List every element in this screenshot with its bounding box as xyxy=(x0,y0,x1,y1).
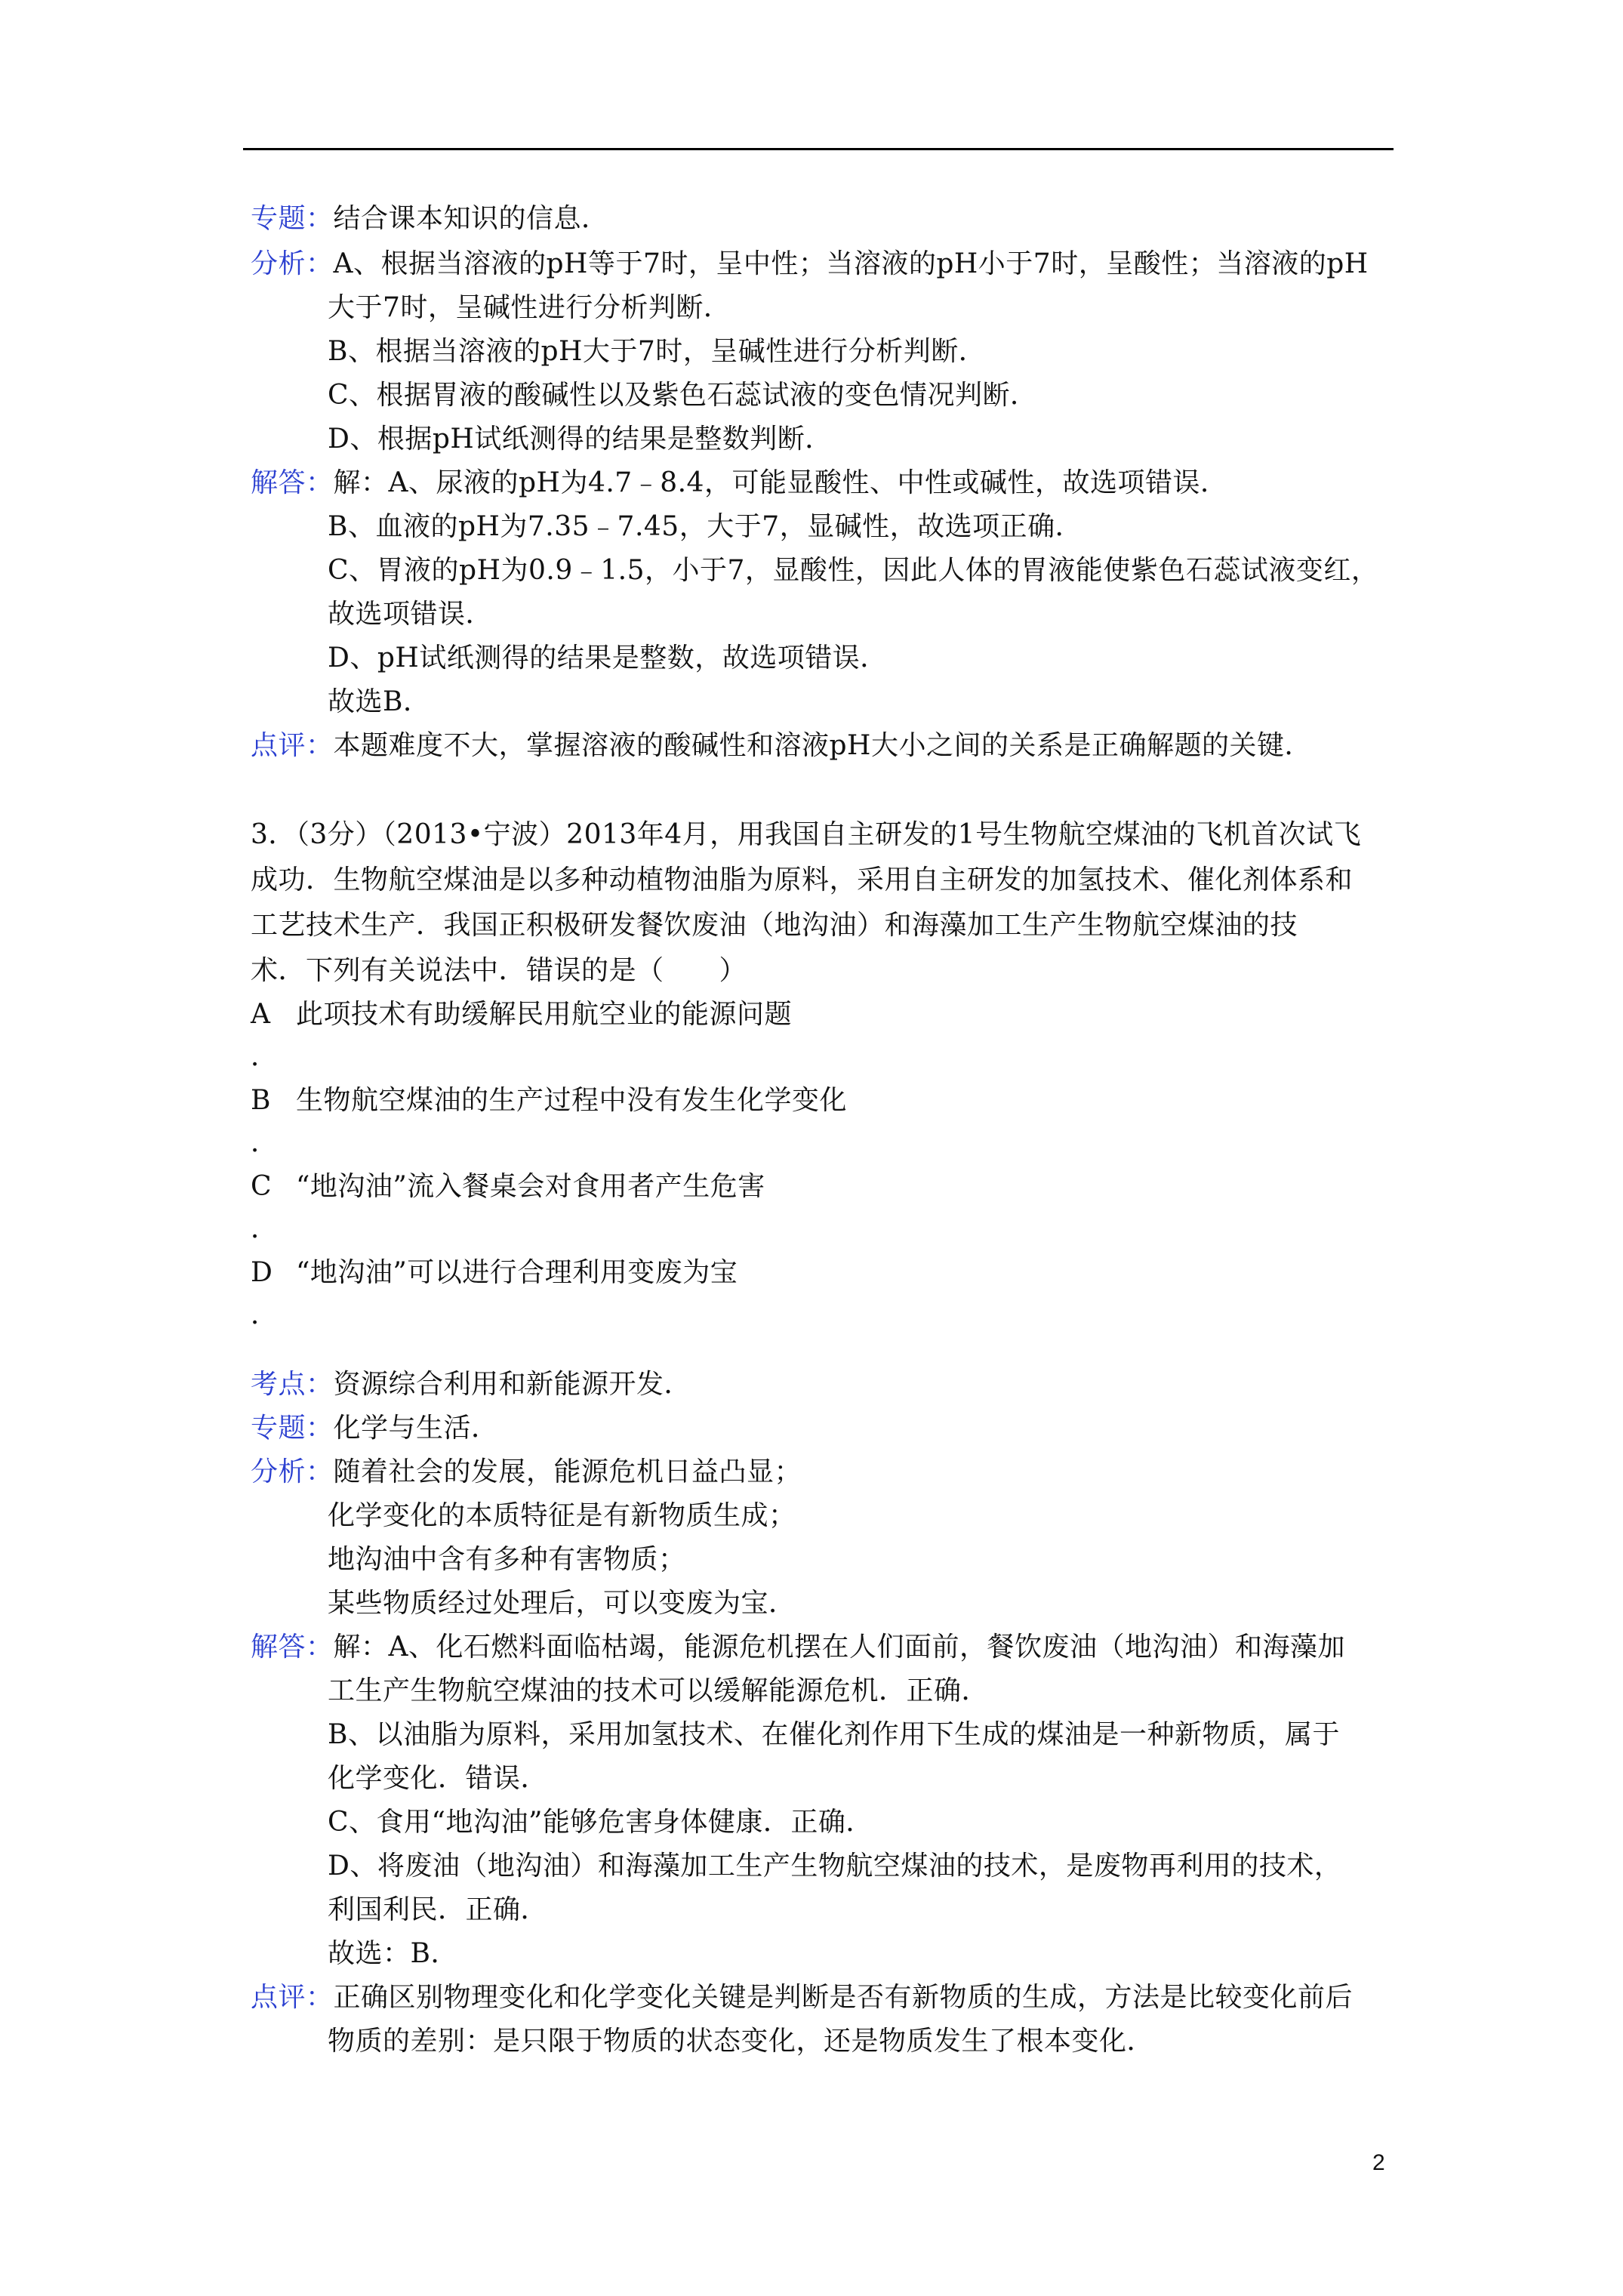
option-key: C xyxy=(251,1171,273,1202)
option-text: 生物航空煤油的生产过程中没有发生化学变化 xyxy=(296,1085,848,1116)
option-b xyxy=(251,1083,847,1119)
fenxi-label: 分析： xyxy=(251,1456,334,1487)
fenxi-line-1 xyxy=(251,246,1369,282)
option-c xyxy=(251,1169,765,1205)
option-key: D xyxy=(251,1257,273,1288)
fenxi-label: 分析： xyxy=(251,248,334,279)
option-text: 此项技术有助缓解民用航空业的能源问题 xyxy=(296,999,793,1030)
zhuanti-line-1 xyxy=(251,201,609,237)
option-d xyxy=(251,1255,738,1291)
fenxi-text: B、根据当溶液的pH大于7时，呈碱性进行分析判断． xyxy=(328,336,987,367)
jieda-text: B、血液的pH为7.35﹣7.45，大于7，显碱性，故选项正确． xyxy=(328,511,1083,542)
zhuanti-label: 专题： xyxy=(251,203,334,234)
jieda-text: 工生产生物航空煤油的技术可以缓解能源危机．正确． xyxy=(328,1675,990,1706)
question-stem: 成功．生物航空煤油是以多种动植物油脂为原料，采用自主研发的加氢技术、催化剂体系和 xyxy=(251,864,1354,895)
fenxi-text: C、根据胃液的酸碱性以及紫色石蕊试液的变色情况判断． xyxy=(328,380,1038,411)
dianping-text: 正确区别物理变化和化学变化关键是判断是否有新物质的生成，方法是比较变化前后 xyxy=(333,1982,1354,2013)
option-text: “地沟油”可以进行合理利用变废为宝 xyxy=(296,1257,738,1288)
dianping-text: 物质的差别：是只限于物质的状态变化，还是物质发生了根本变化． xyxy=(328,2026,1155,2057)
fenxi-text: 地沟油中含有多种有害物质； xyxy=(328,1544,686,1575)
jieda-text: 故选B． xyxy=(328,686,431,717)
option-key: B xyxy=(251,1085,271,1116)
fenxi-text: 随着社会的发展，能源危机日益凸显； xyxy=(333,1456,802,1487)
fenxi-text: 化学变化的本质特征是有新物质生成； xyxy=(328,1500,796,1531)
option-dot: ． xyxy=(251,1213,279,1244)
fenxi-text: D、根据pH试纸测得的结果是整数判断． xyxy=(328,424,833,455)
option-dot: ． xyxy=(251,1299,279,1330)
option-text: “地沟油”流入餐桌会对食用者产生危害 xyxy=(296,1171,765,1202)
jieda-text: D、将废油（地沟油）和海藻加工生产生物航空煤油的技术，是废物再利用的技术， xyxy=(328,1851,1342,1881)
jieda-text: 利国利民．正确． xyxy=(328,1894,549,1925)
question-stem: 工艺技术生产．我国正积极研发餐饮废油（地沟油）和海藻加工生产生物航空煤油的技 xyxy=(251,910,1298,941)
jieda-text: 解：A、化石燃料面临枯竭，能源危机摆在人们面前，餐饮废油（地沟油）和海藻加 xyxy=(333,1632,1346,1663)
dianping-label: 点评： xyxy=(251,1982,334,2013)
fenxi-text: 某些物质经过处理后，可以变废为宝． xyxy=(328,1588,796,1619)
jieda-text: D、pH试纸测得的结果是整数，故选项错误． xyxy=(328,643,888,673)
jieda-label: 解答： xyxy=(251,1632,334,1663)
question-stem: 术．下列有关说法中．错误的是（ ） xyxy=(251,955,747,986)
jieda-text: 故选项错误． xyxy=(328,599,494,630)
zhuanti-text: 化学与生活． xyxy=(333,1413,499,1444)
jieda-label: 解答： xyxy=(251,467,334,498)
jieda-line-1 xyxy=(251,465,1227,501)
page-number: 2 xyxy=(1372,2150,1385,2175)
jieda-text: C、食用“地沟油”能够危害身体健康．正确． xyxy=(328,1807,873,1838)
option-dot: ． xyxy=(251,1127,279,1158)
kaodian-line xyxy=(251,1367,691,1403)
fenxi-text: A、根据当溶液的pH等于7时，呈中性；当溶液的pH小于7时，呈酸性；当溶液的pH xyxy=(333,248,1369,279)
dianping-label: 点评： xyxy=(251,730,334,761)
dianping-text: 本题难度不大，掌握溶液的酸碱性和溶液pH大小之间的关系是正确解题的关键． xyxy=(333,730,1312,761)
option-a xyxy=(251,997,792,1033)
jieda-text: 解：A、尿液的pH为4.7﹣8.4，可能显酸性、中性或碱性，故选项错误． xyxy=(333,467,1228,498)
option-key: A xyxy=(251,999,271,1030)
zhuanti-line-2 xyxy=(251,1410,499,1447)
kaodian-label: 考点： xyxy=(251,1369,334,1400)
zhuanti-label: 专题： xyxy=(251,1413,334,1444)
zhuanti-text: 结合课本知识的信息． xyxy=(333,203,609,234)
question-stem: 3．（3分）（2013•宁波）2013年4月，用我国自主研发的1号生物航空煤油的飞机首次试飞 xyxy=(251,819,1362,850)
dianping-line-1 xyxy=(251,728,1312,764)
dianping-line-2 xyxy=(251,1980,1353,2016)
jieda-text: C、胃液的pH为0.9﹣1.5，小于7，显酸性，因此人体的胃液能使紫色石蕊试液变红， xyxy=(328,555,1379,586)
jieda-text: B、以油脂为原料，采用加氢技术、在催化剂作用下生成的煤油是一种新物质，属于 xyxy=(328,1719,1340,1750)
fenxi-line-2 xyxy=(251,1454,802,1490)
jieda-line-2 xyxy=(251,1629,1345,1666)
jieda-text: 故选：B． xyxy=(328,1938,458,1969)
jieda-text: 化学变化．错误． xyxy=(328,1763,549,1794)
option-dot: ． xyxy=(251,1041,279,1072)
fenxi-text: 大于7时，呈碱性进行分析判断． xyxy=(328,292,731,323)
kaodian-text: 资源综合利用和新能源开发． xyxy=(333,1369,692,1400)
